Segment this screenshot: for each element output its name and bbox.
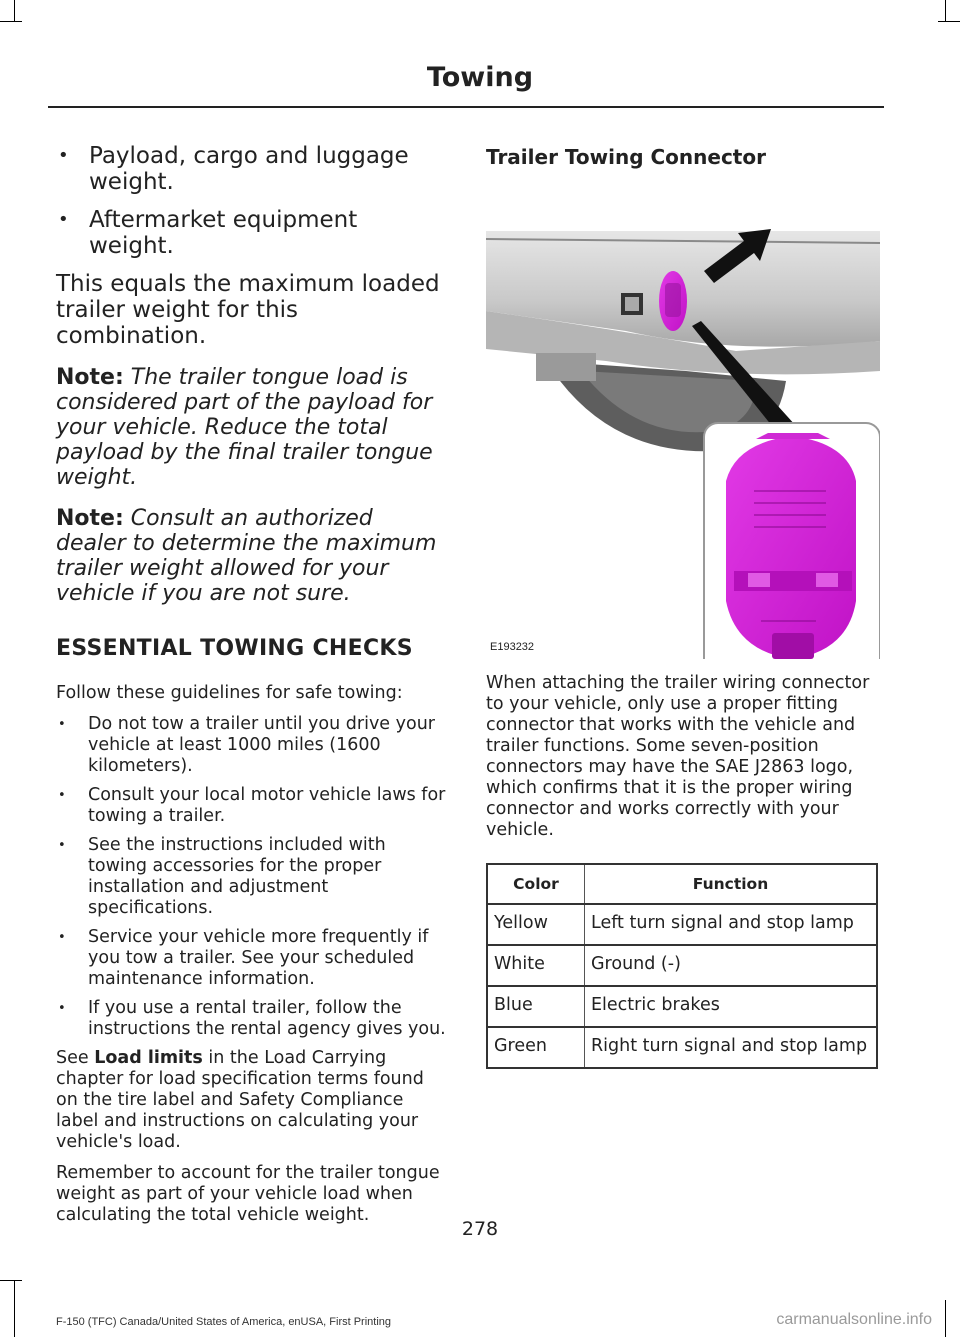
paragraph bbox=[56, 1048, 448, 1153]
note-label: Note: bbox=[56, 365, 124, 390]
right-column bbox=[486, 143, 880, 1069]
list-item: • If you use a rental trailer, follow the instructions the rental agency gives you. bbox=[56, 998, 448, 1040]
paragraph: This equals the maximum loaded trailer weight for this combination. bbox=[56, 271, 440, 349]
list-item: • Consult your local motor vehicle laws for towing a trailer. bbox=[56, 785, 448, 827]
header-divider bbox=[48, 106, 884, 108]
table-header: Color bbox=[487, 864, 585, 904]
table-cell: Yellow bbox=[487, 904, 585, 945]
table-row bbox=[487, 986, 877, 1027]
crop-mark bbox=[945, 1300, 946, 1337]
load-limits-link[interactable]: Load limits bbox=[94, 1048, 203, 1068]
note bbox=[56, 365, 448, 490]
page-number: 278 bbox=[461, 1218, 499, 1240]
list-item: • Aftermarket equipment weight. bbox=[56, 207, 448, 259]
section-heading: ESSENTIAL TOWING CHECKS bbox=[56, 636, 413, 661]
table-cell: White bbox=[487, 945, 585, 986]
page-title: Towing bbox=[426, 62, 534, 93]
left-column bbox=[56, 143, 448, 1236]
crop-mark bbox=[938, 21, 960, 22]
sub-heading: Trailer Towing Connector bbox=[486, 145, 766, 169]
table-cell: Electric brakes bbox=[585, 986, 878, 1027]
note-text: The trailer tongue load is considered part of the payload for your vehicle. Reduce the total payload by the final trailer tongue weight. bbox=[56, 365, 433, 490]
table-cell: Blue bbox=[487, 986, 585, 1027]
paragraph: Remember to account for the trailer tongue weight as part of your vehicle load when calculating the total vehicle weight. bbox=[56, 1163, 440, 1225]
list-item: • Do not tow a trailer until you drive your vehicle at least 1000 miles (1600 kilometers). bbox=[56, 714, 448, 777]
list-item: • Payload, cargo and luggage weight. bbox=[56, 143, 448, 195]
weight-list bbox=[56, 143, 448, 259]
table-row bbox=[487, 945, 877, 986]
text: See bbox=[56, 1048, 95, 1068]
list-item: • See the instructions included with towing accessories for the proper installation and adjustment specifications. bbox=[56, 835, 448, 919]
connector-table bbox=[486, 863, 878, 1069]
paragraph: When attaching the trailer wiring connector to your vehicle, only use a proper fitting connector that works with the vehicle and trailer functions. Some seven-position connectors may have the SAE J2863 logo, which confirms that it is the proper wiring connector and works correctly with your vehicle. bbox=[486, 673, 870, 840]
table-row bbox=[487, 904, 877, 945]
figure-id: E193232 bbox=[490, 641, 535, 653]
trailer-connector-illustration bbox=[486, 181, 880, 659]
note bbox=[56, 506, 448, 606]
table-header-row bbox=[487, 864, 877, 904]
table-cell: Ground (-) bbox=[585, 945, 878, 986]
connector-figure bbox=[486, 181, 880, 659]
note-label: Note: bbox=[56, 506, 124, 531]
table-header: Function bbox=[585, 864, 878, 904]
crop-mark bbox=[14, 1280, 15, 1337]
crop-mark bbox=[945, 0, 946, 22]
crop-mark bbox=[0, 21, 22, 22]
list-item: • Service your vehicle more frequently if you tow a trailer. See your scheduled maintenance information. bbox=[56, 927, 448, 990]
footer-text: F-150 (TFC) Canada/United States of America, enUSA, First Printing bbox=[56, 1316, 392, 1328]
text: in the Load Carrying chapter for load specification terms found on the tire label and Safety Compliance label and instructions on calculating your vehicle's load. bbox=[56, 1048, 424, 1152]
table-cell: Left turn signal and stop lamp bbox=[585, 904, 878, 945]
table-cell: Green bbox=[487, 1027, 585, 1068]
crop-mark bbox=[14, 0, 15, 22]
note-text: Consult an authorized dealer to determine the maximum trailer weight allowed for your vehicle if you are not sure. bbox=[56, 506, 437, 606]
table-row bbox=[487, 1027, 877, 1068]
paragraph: Follow these guidelines for safe towing: bbox=[56, 683, 403, 703]
table-cell: Right turn signal and stop lamp bbox=[585, 1027, 878, 1068]
checks-list bbox=[56, 714, 448, 1040]
watermark: carmanualsonline.info bbox=[776, 1311, 932, 1328]
crop-mark bbox=[0, 1280, 22, 1281]
